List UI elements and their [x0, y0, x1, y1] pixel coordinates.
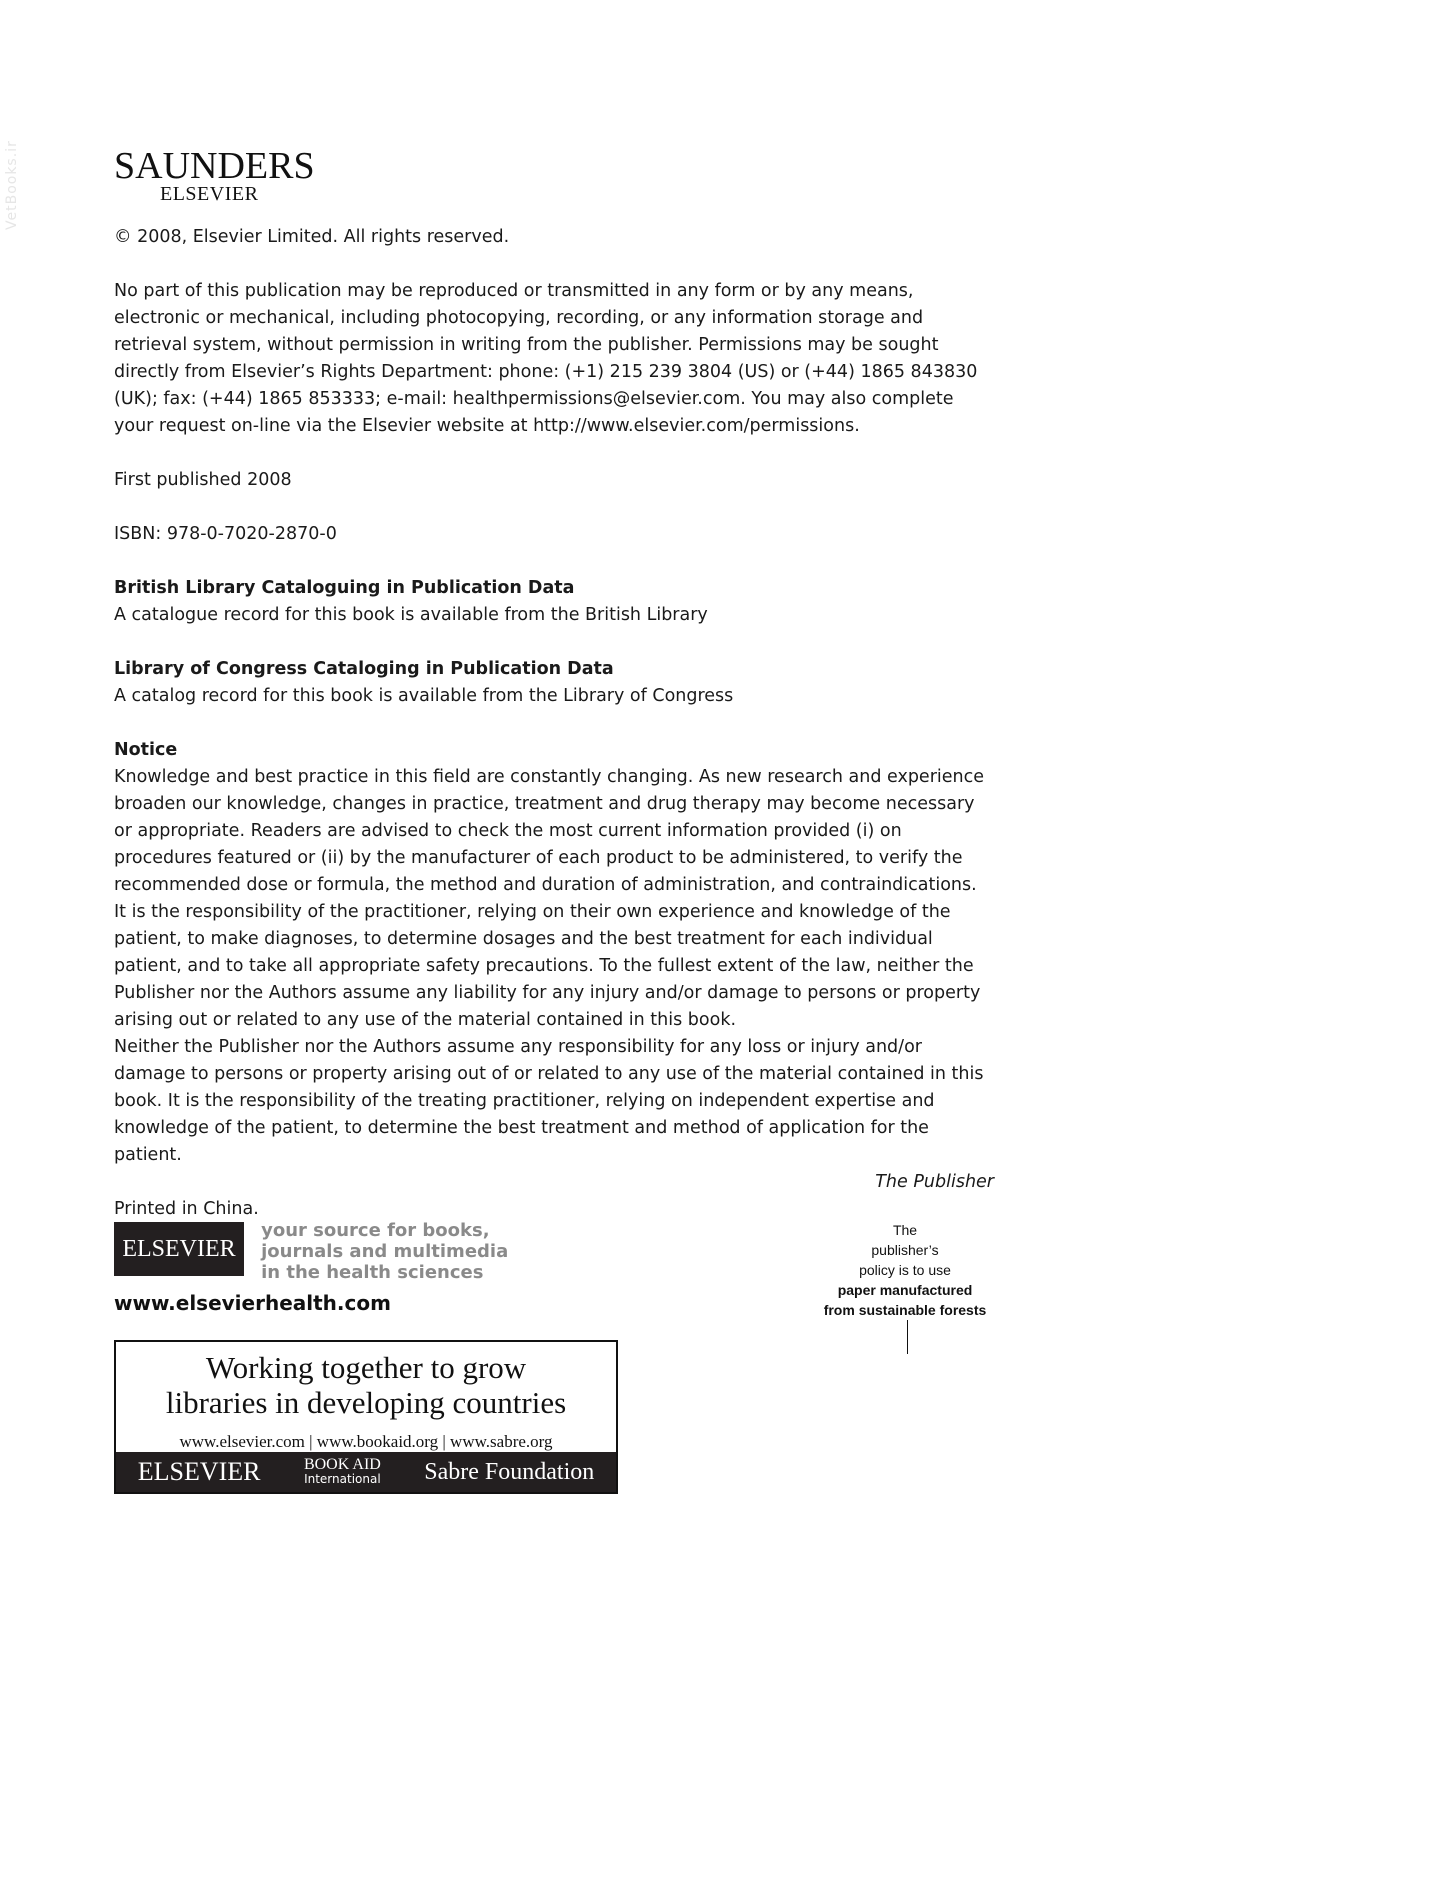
tagline-line-1: your source for books, — [261, 1220, 490, 1241]
book-aid-logo-bar — [116, 1452, 616, 1492]
notice-paragraph-1: Knowledge and best practice in this field are constantly changing. As new research and experience broaden our knowledge, changes in practice, treatment and drug therapy may become necessary or appropriate. Readers are advised to check the most current information provided (i) on procedures featured or (ii) by the manufacturer of each product to be administered, to verify the recommended dose or formula, the method and duration of administration, and contraindications. It is the responsibility of the practitioner, relying on their own experience and knowledge of the patient, to make diagnoses, to determine dosages and the best treatment for each individual patient, and to take all appropriate safety precautions. To the fullest extent of the law, neither the Publisher nor the Authors assume any liability for any injury and/or damage to persons or property arising out or related to any use of the material contained in this book. — [114, 767, 985, 1030]
logo-line-1: SAUNDERS — [114, 145, 315, 187]
book-aid-heading-line-1: Working together to grow — [205, 1350, 527, 1385]
tagline-line-3: in the health sciences — [261, 1262, 484, 1283]
book-aid-heading — [116, 1350, 616, 1420]
elsevier-health-url: www.elsevierhealth.com — [114, 1291, 391, 1315]
loc-text: A catalog record for this book is available from the Library of Congress — [114, 686, 734, 706]
forest-line-5: from sustainable forests — [823, 1302, 987, 1318]
notice-paragraph-2: Neither the Publisher nor the Authors assume any responsibility for any loss or injury and/or damage to persons or property arising out of or related to any use of the material contained in this book. It is the responsibility of the treating practitioner, relying on independent expertise and knowledge of the patient, to determine the best treatment and method of application for the patient. — [114, 1037, 984, 1165]
book-aid-international: International — [304, 1472, 381, 1486]
book-aid-logo-text: BOOK AID — [303, 1456, 381, 1473]
publisher-signature: The Publisher — [875, 1172, 994, 1192]
loc-heading: Library of Congress Cataloging in Publication Data — [114, 659, 614, 679]
watermark: VetBooks.ir — [4, 140, 20, 230]
first-published: First published 2008 — [114, 470, 292, 490]
elsevier-health-ad — [114, 1222, 508, 1315]
printed-in: Printed in China. — [114, 1199, 259, 1219]
tagline-line-2: journals and multimedia — [261, 1241, 509, 1262]
forest-line-4: paper manufactured — [837, 1282, 973, 1298]
notice-heading: Notice — [114, 740, 178, 760]
british-library-text: A catalogue record for this book is available from the British Library — [114, 605, 708, 625]
forest-divider-line — [907, 1320, 908, 1354]
elsevier-logo: ELSEVIER — [137, 1457, 261, 1486]
forest-line-3: policy is to use — [859, 1262, 951, 1278]
copyright-page-body — [114, 224, 994, 1250]
saunders-elsevier-logo — [114, 145, 315, 205]
forest-line-2: publisher’s — [871, 1242, 939, 1258]
book-aid-logo — [304, 1458, 381, 1486]
british-library-section — [114, 575, 994, 629]
sabre-foundation-logo: Sabre Foundation — [424, 1458, 595, 1485]
book-aid-heading-line-2: libraries in developing countries — [165, 1385, 567, 1420]
logo-line-2: ELSEVIER — [160, 183, 259, 205]
elsevier-logo-box: ELSEVIER — [114, 1222, 244, 1276]
notice-section — [114, 737, 994, 1196]
elsevier-tagline — [261, 1220, 508, 1283]
isbn: ISBN: 978-0-7020-2870-0 — [114, 524, 337, 544]
british-library-heading: British Library Cataloguing in Publication Data — [114, 578, 575, 598]
sustainable-forest-notice — [800, 1220, 1010, 1320]
forest-line-1: The — [892, 1222, 918, 1238]
permissions-paragraph: No part of this publication may be reproduced or transmitted in any form or by any means, electronic or mechanical, including photocopying, recording, or any information storage and retrieval system, without permission in writing from the publisher. Permissions may be sought directly from Elsevier’s Rights Department: phone: (+1) 215 239 3804 (US) or (+44) 1865 843830 (UK); fax: (+44) 1865 853333; e-mail: healthpermissions@elsevier.com. You may also complete your request on-line via the Elsevier website at http://www.elsevier.com/permissions. — [114, 281, 978, 436]
copyright-line: © 2008, Elsevier Limited. All rights reserved. — [114, 227, 510, 247]
loc-section — [114, 656, 994, 710]
book-aid-banner — [114, 1340, 618, 1494]
book-aid-links: www.elsevier.com | www.bookaid.org | www.sabre.org — [179, 1432, 553, 1451]
